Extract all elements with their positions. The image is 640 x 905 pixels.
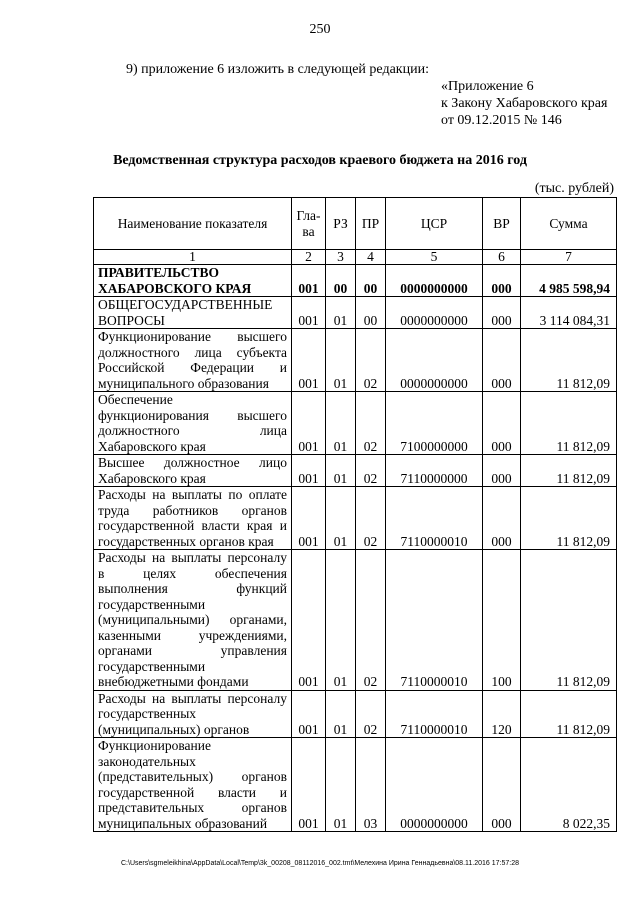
row-pr: 02: [356, 329, 386, 392]
row-rz: 01: [326, 455, 356, 487]
row-glava: 001: [292, 297, 326, 329]
column-number: 1: [94, 250, 292, 265]
row-pr: 03: [356, 738, 386, 832]
file-path-footer: C:\Users\sgmeleikhina\AppData\Local\Temp\3k_00208_08112016_002.tmt\Мелехина Ирина Геннадьевна\08.11.2016 17:57:28: [121, 860, 519, 867]
row-vr: 100: [483, 550, 521, 691]
page-number: 250: [309, 22, 331, 37]
table-row: [94, 455, 617, 487]
row-sum: 4 985 598,94: [521, 265, 617, 297]
appendix-line-2: к Закону Хабаровского края: [441, 96, 608, 111]
appendix-line-3: от 09.12.2015 № 146: [441, 113, 562, 128]
table-row: [94, 738, 617, 832]
row-glava: 001: [292, 265, 326, 297]
row-pr: 02: [356, 690, 386, 738]
row-csr: 0000000000: [386, 329, 483, 392]
row-sum: 11 812,09: [521, 690, 617, 738]
column-number: 4: [356, 250, 386, 265]
header-vr: ВР: [483, 198, 521, 250]
row-vr: 000: [483, 455, 521, 487]
row-name: Функционирование высшего должностного лица субъекта Российской Федерации и муниципального образования: [94, 329, 292, 392]
row-rz: 01: [326, 392, 356, 455]
row-glava: 001: [292, 455, 326, 487]
row-glava: 001: [292, 329, 326, 392]
row-rz: 01: [326, 550, 356, 691]
row-sum: 8 022,35: [521, 738, 617, 832]
row-vr: 000: [483, 265, 521, 297]
row-pr: 02: [356, 550, 386, 691]
table-row: [94, 297, 617, 329]
row-sum: 11 812,09: [521, 455, 617, 487]
row-pr: 00: [356, 265, 386, 297]
row-sum: 11 812,09: [521, 392, 617, 455]
row-pr: 02: [356, 487, 386, 550]
row-csr: 0000000000: [386, 738, 483, 832]
appendix-line-1: «Приложение 6: [441, 79, 534, 94]
row-csr: 7110000010: [386, 487, 483, 550]
row-vr: 000: [483, 329, 521, 392]
row-glava: 001: [292, 550, 326, 691]
row-name: Расходы на выплаты по оплате труда работников органов государственной власти края и государственных органов края: [94, 487, 292, 550]
row-name: ПРАВИТЕЛЬСТВО ХАБАРОВСКОГО КРАЯ: [94, 265, 292, 297]
row-rz: 00: [326, 265, 356, 297]
row-vr: 000: [483, 738, 521, 832]
budget-table: [93, 197, 617, 832]
row-pr: 02: [356, 392, 386, 455]
table-row: [94, 550, 617, 691]
row-name: Расходы на выплаты персоналу государственных (муниципальных) органов: [94, 690, 292, 738]
row-rz: 01: [326, 297, 356, 329]
row-pr: 00: [356, 297, 386, 329]
header-glava: Гла-ва: [292, 198, 326, 250]
row-csr: 7110000010: [386, 690, 483, 738]
row-csr: 7100000000: [386, 392, 483, 455]
header-rz: РЗ: [326, 198, 356, 250]
table-row: [94, 487, 617, 550]
column-number: 2: [292, 250, 326, 265]
row-glava: 001: [292, 690, 326, 738]
row-rz: 01: [326, 738, 356, 832]
appendix-reference: [441, 78, 607, 129]
row-rz: 01: [326, 487, 356, 550]
row-vr: 000: [483, 392, 521, 455]
row-vr: 120: [483, 690, 521, 738]
row-glava: 001: [292, 487, 326, 550]
units-label: (тыс. рублей): [534, 181, 614, 196]
row-vr: 000: [483, 487, 521, 550]
column-number: 3: [326, 250, 356, 265]
row-csr: 0000000000: [386, 297, 483, 329]
row-sum: 11 812,09: [521, 329, 617, 392]
row-rz: 01: [326, 329, 356, 392]
row-name: Функционирование законодательных (представительных) органов государственной власти и представительных органов муниципальных образований: [94, 738, 292, 832]
row-csr: 7110000000: [386, 455, 483, 487]
table-row: [94, 392, 617, 455]
intro-text: 9) приложение 6 изложить в следующей редакции:: [126, 62, 429, 77]
header-name: Наименование показателя: [94, 198, 292, 250]
row-rz: 01: [326, 690, 356, 738]
row-csr: 7110000010: [386, 550, 483, 691]
table-body: [94, 265, 617, 832]
header-csr: ЦСР: [386, 198, 483, 250]
header-pr: ПР: [356, 198, 386, 250]
row-name: ОБЩЕГОСУДАРСТВЕННЫЕ ВОПРОСЫ: [94, 297, 292, 329]
column-number: 6: [483, 250, 521, 265]
table-row: [94, 329, 617, 392]
row-csr: 0000000000: [386, 265, 483, 297]
header-sum: Сумма: [521, 198, 617, 250]
table-row: [94, 265, 617, 297]
row-sum: 11 812,09: [521, 487, 617, 550]
row-vr: 000: [483, 297, 521, 329]
row-name: Высшее должностное лицо Хабаровского края: [94, 455, 292, 487]
document-title: Ведомственная структура расходов краевого бюджета на 2016 год: [113, 153, 527, 168]
row-name: Обеспечение функционирования высшего должностного лица Хабаровского края: [94, 392, 292, 455]
row-sum: 11 812,09: [521, 550, 617, 691]
column-number: 5: [386, 250, 483, 265]
column-number: 7: [521, 250, 617, 265]
row-glava: 001: [292, 392, 326, 455]
row-glava: 001: [292, 738, 326, 832]
row-sum: 3 114 084,31: [521, 297, 617, 329]
row-pr: 02: [356, 455, 386, 487]
table-row: [94, 690, 617, 738]
row-name: Расходы на выплаты персоналу в целях обеспечения выполнения функций государственными (муниципальными) органами, казенными учреждениями, органами управления государственными внебюджетными фондами: [94, 550, 292, 691]
